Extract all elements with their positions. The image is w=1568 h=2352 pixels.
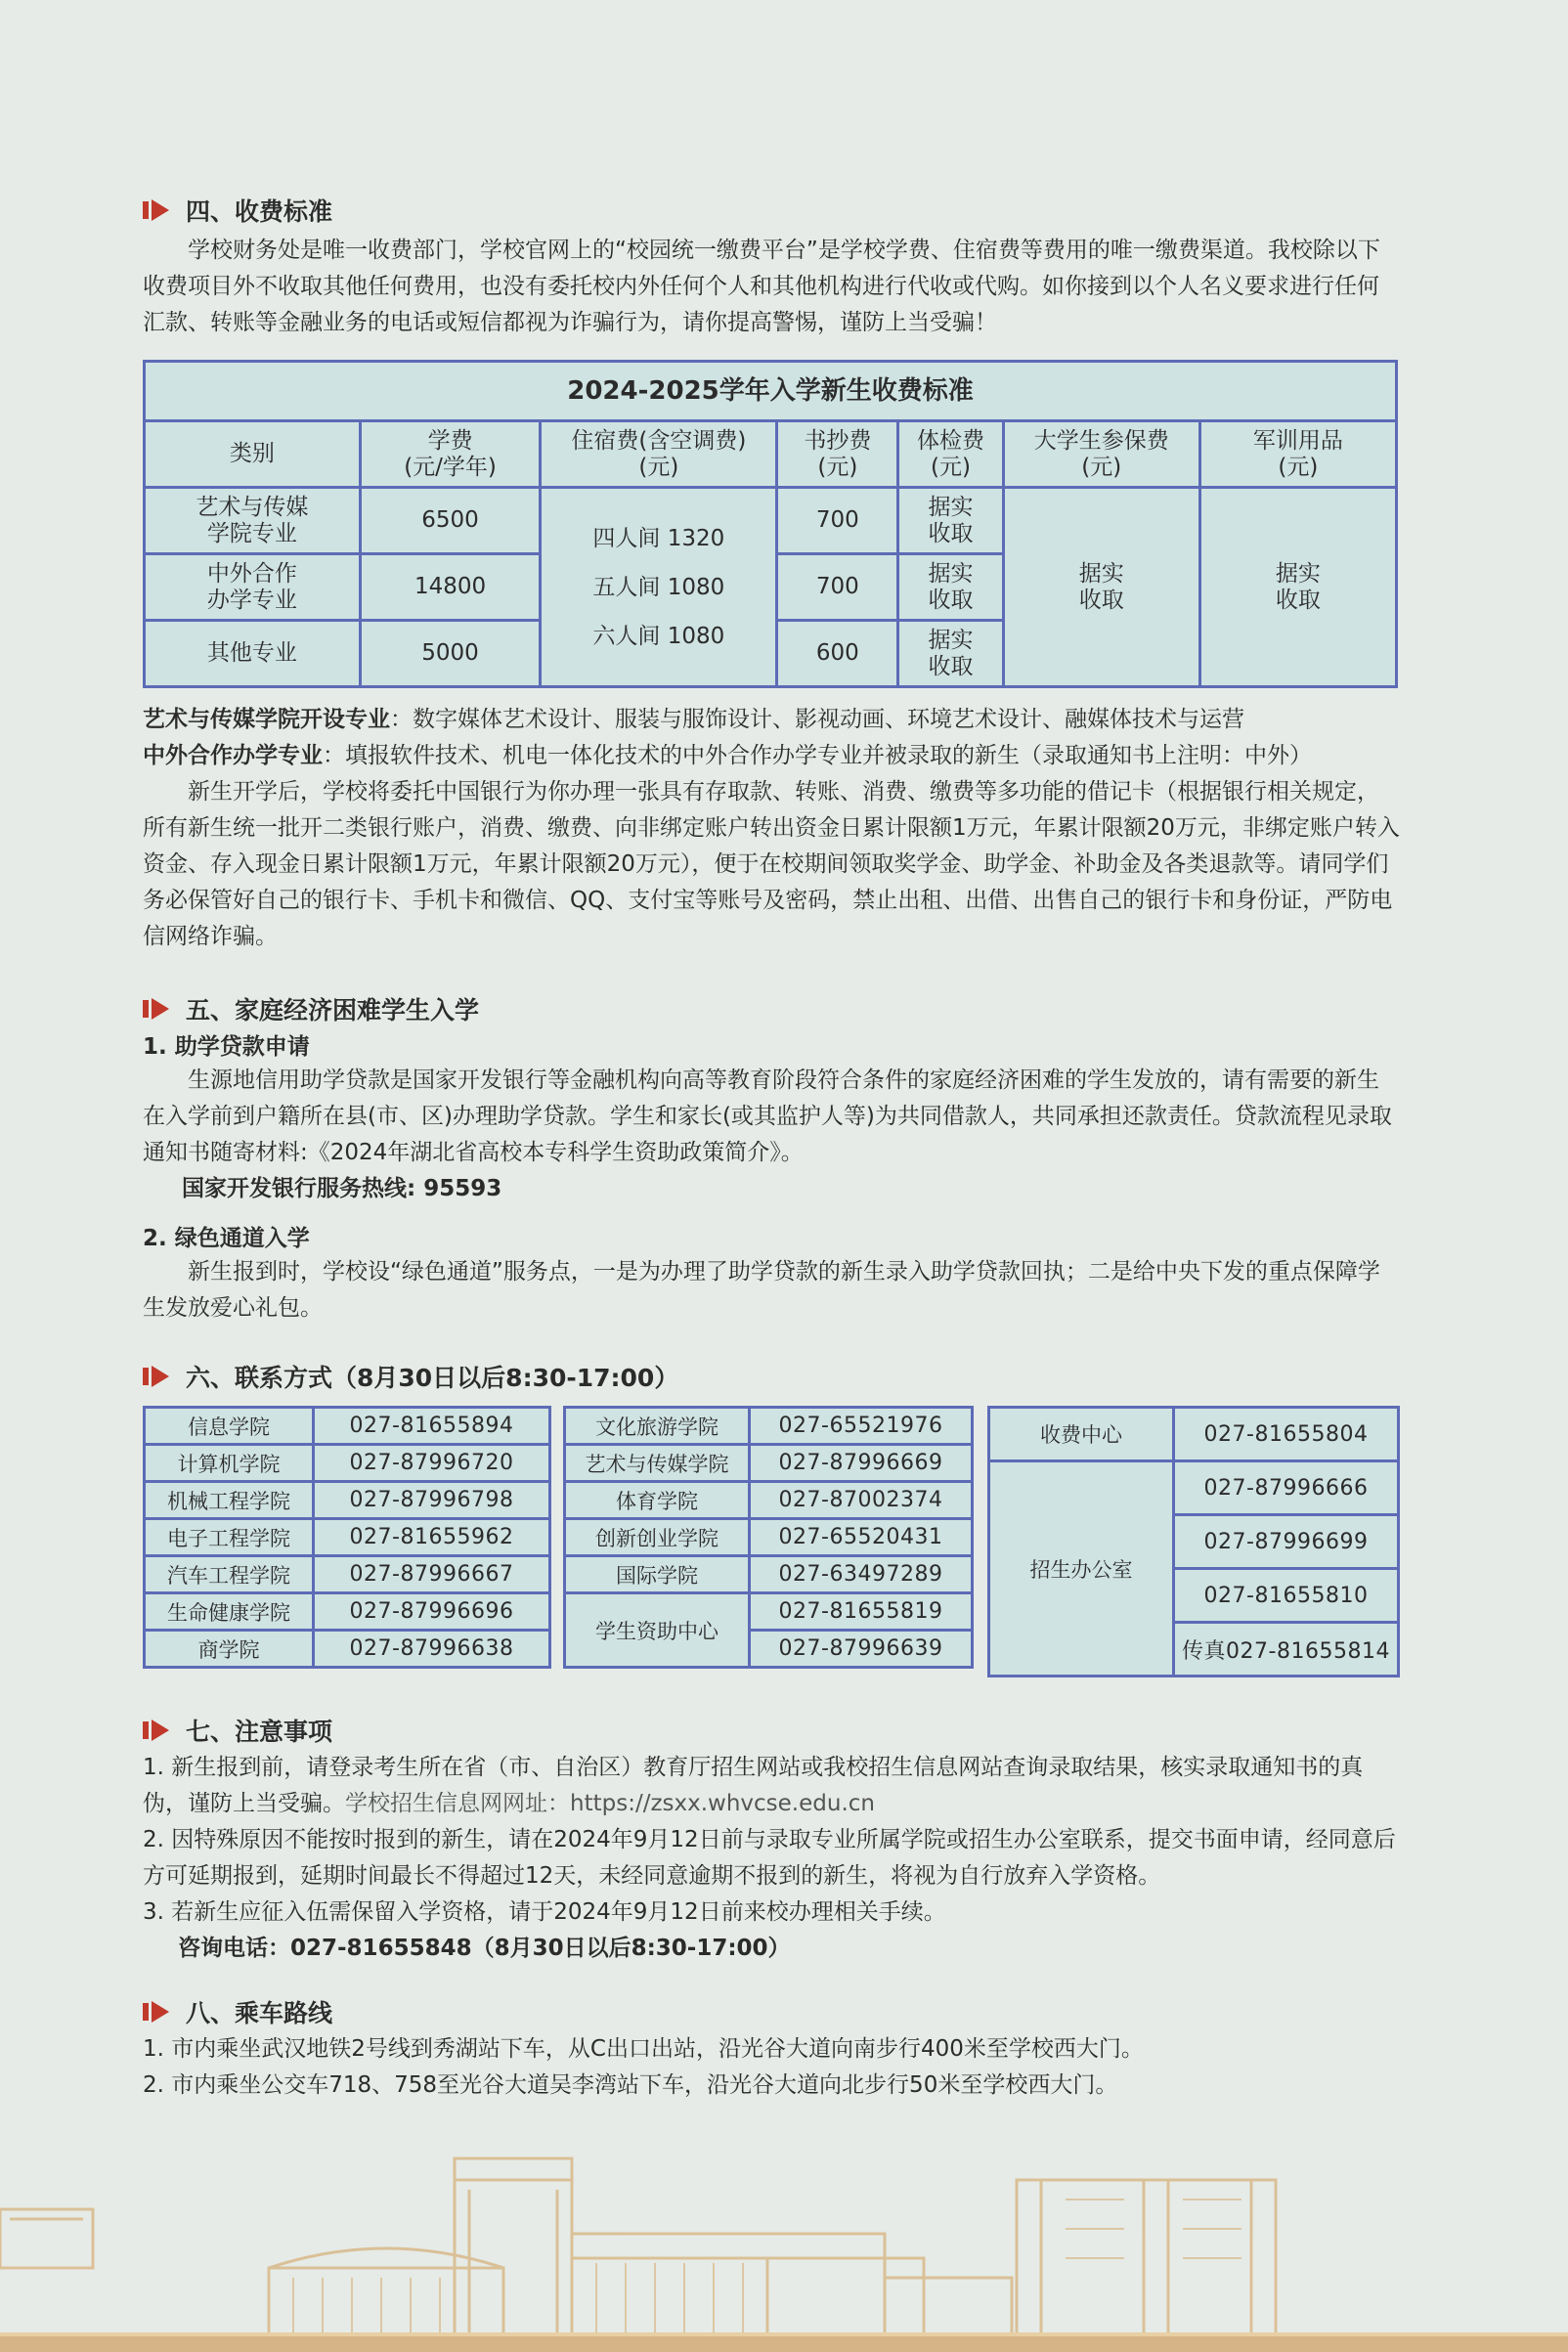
section-7-heading <box>143 1713 332 1748</box>
insurance-fee: 据实 收取 <box>1003 488 1199 687</box>
section-4-intro <box>143 233 1400 341</box>
notes-section <box>143 1750 1400 1967</box>
row-book: 600 <box>777 621 898 687</box>
loan-section <box>143 1063 1400 1207</box>
dept-phone: 027-87996669 <box>750 1445 973 1482</box>
note-1 <box>143 1750 1400 1822</box>
header-exam: 体检费 (元) <box>898 421 1003 488</box>
dept-phone: 027-87996798 <box>314 1482 550 1519</box>
admission-website-link[interactable]: 学校招生信息网网址：https://zsxx.whvcse.edu.cn <box>345 1791 875 1816</box>
section-4-title: 四、收费标准 <box>186 197 333 226</box>
contact-table-1 <box>143 1406 551 1669</box>
header-tuition: 学费 (元/学年) <box>360 421 541 488</box>
dept-phone: 027-65520431 <box>750 1519 973 1556</box>
section-5-title: 五、家庭经济困难学生入学 <box>186 996 480 1024</box>
table-row <box>989 1461 1399 1515</box>
table-row <box>145 1408 550 1445</box>
dept-name: 艺术与传媒学院 <box>565 1445 750 1482</box>
dept-phone: 027-65521976 <box>750 1408 973 1445</box>
dept-phone: 027-81655810 <box>1174 1569 1399 1623</box>
fee-standard-table <box>143 360 1398 688</box>
aid-center-name: 学生资助中心 <box>565 1593 750 1668</box>
table-row <box>989 1408 1399 1461</box>
loan-text: 生源地信用助学贷款是国家开发银行等金融机构向高等教育阶段符合条件的家庭经济困难的学生发放的，请有需要的新生在入学前到户籍所在县(市、区)办理助学贷款。学生和家长(或其监护人等)为共同借款人，共同承担还款责任。贷款流程见录取通知书随寄材料:《2024年湖北省高校本专科学生资助政策简介》。 <box>143 1067 1392 1165</box>
fee-table-caption: 2024-2025学年入学新生收费标准 <box>145 362 1397 421</box>
table-row <box>145 1482 550 1519</box>
section-6-heading <box>143 1359 678 1394</box>
arrow-marker-icon <box>143 997 172 1021</box>
note-3: 3. 若新生应征入伍需保留入学资格，请于2024年9月12日前来校办理相关手续。 <box>143 1899 946 1925</box>
fee-center-name: 收费中心 <box>989 1408 1174 1461</box>
table-row <box>145 1519 550 1556</box>
row-tuition: 6500 <box>360 488 541 554</box>
loan-hotline: 国家开发银行服务热线: 95593 <box>182 1176 502 1201</box>
dept-name: 信息学院 <box>145 1408 314 1445</box>
green-channel-subheading: 2. 绿色通道入学 <box>143 1226 310 1251</box>
coop-majors-label: 中外合作办学专业 <box>143 743 323 768</box>
header-book: 书抄费 (元) <box>777 421 898 488</box>
row-book: 700 <box>777 554 898 621</box>
arrow-marker-icon <box>143 2000 172 2024</box>
row-category: 中外合作 办学专业 <box>145 554 361 621</box>
dept-phone: 027-81655804 <box>1174 1408 1399 1461</box>
military-fee: 据实 收取 <box>1199 488 1396 687</box>
header-category: 类别 <box>145 421 361 488</box>
dept-phone: 027-87996639 <box>750 1631 973 1668</box>
dorm-six: 六人间 1080 <box>592 623 725 649</box>
dept-phone: 027-81655894 <box>314 1408 550 1445</box>
section-8-heading <box>143 1994 332 2029</box>
contact-table-3 <box>987 1406 1400 1677</box>
header-military: 军训用品 (元) <box>1199 421 1396 488</box>
arrow-marker-icon <box>143 1365 172 1388</box>
coop-majors-text: ：填报软件技术、机电一体化技术的中外合作办学专业并被录取的新生（录取通知书上注明：中外） <box>323 743 1312 768</box>
coop-majors <box>143 738 1400 774</box>
row-tuition: 14800 <box>360 554 541 621</box>
dept-phone: 027-87996699 <box>1174 1515 1399 1569</box>
dept-phone: 027-63497289 <box>750 1556 973 1593</box>
fee-intro-text: 学校财务处是唯一收费部门，学校官网上的“校园统一缴费平台”是学校学费、住宿费等费用的唯一缴费渠道。我校除以下收费项目外不收取其他任何费用，也没有委托校内外任何个人和其他机构进行代收或代购。如你接到以个人名义要求进行任何汇款、转账等金融业务的电话或短信都视为诈骗行为，请你提高警惕，谨防上当受骗！ <box>143 238 1380 335</box>
dorm-fees <box>541 488 777 687</box>
row-tuition: 5000 <box>360 621 541 687</box>
table-row <box>565 1445 973 1482</box>
route-1: 1. 市内乘坐武汉地铁2号线到秀湖站下车，从C出口出站，沿光谷大道向南步行400米至学校西大门。 <box>143 2036 1144 2062</box>
art-majors-label: 艺术与传媒学院开设专业 <box>143 707 390 732</box>
dorm-five: 五人间 1080 <box>592 574 725 600</box>
admission-office-name: 招生办公室 <box>989 1461 1174 1677</box>
route-2: 2. 市内乘坐公交车718、758至光谷大道吴李湾站下车，沿光谷大道向北步行50米至学校西大门。 <box>143 2072 1118 2098</box>
loan-subheading: 1. 助学贷款申请 <box>143 1034 310 1060</box>
contact-table-2 <box>563 1406 974 1669</box>
table-row <box>145 1593 550 1631</box>
table-row <box>565 1482 973 1519</box>
table-row <box>565 1519 973 1556</box>
dept-phone: 027-81655819 <box>750 1593 973 1631</box>
note-1-text: 1. 新生报到前，请登录考生所在省（市、自治区）教育厅招生网站或我校招生信息网站查询录取结果，核实录取通知书的真伪，谨防上当受骗。 <box>143 1755 1364 1816</box>
dept-phone: 027-87996666 <box>1174 1461 1399 1515</box>
dept-name: 体育学院 <box>565 1482 750 1519</box>
dept-name: 生命健康学院 <box>145 1593 314 1631</box>
art-majors-text: ：数字媒体艺术设计、服装与服饰设计、影视动画、环境艺术设计、融媒体技术与运营 <box>390 707 1244 732</box>
section-7-title: 七、注意事项 <box>186 1718 333 1746</box>
table-row <box>145 1445 550 1482</box>
dept-name: 电子工程学院 <box>145 1519 314 1556</box>
campus-building-illustration <box>0 2141 1568 2352</box>
arrow-marker-icon <box>143 1719 172 1742</box>
section-6-title: 六、联系方式（8月30日以后8:30-17:00） <box>186 1364 679 1392</box>
dept-name: 汽车工程学院 <box>145 1556 314 1593</box>
art-majors <box>143 702 1400 738</box>
row-exam: 据实 收取 <box>898 554 1003 621</box>
section-5-heading <box>143 991 479 1026</box>
row-category: 其他专业 <box>145 621 361 687</box>
fax-number: 传真027-81655814 <box>1174 1623 1399 1677</box>
table-row <box>565 1593 973 1631</box>
dept-name: 文化旅游学院 <box>565 1408 750 1445</box>
row-exam: 据实 收取 <box>898 488 1003 554</box>
section-4-heading <box>143 193 332 228</box>
arrow-marker-icon <box>143 198 172 222</box>
table-row <box>565 1556 973 1593</box>
bank-card-text: 新生开学后，学校将委托中国银行为你办理一张具有存取款、转账、消费、缴费等多功能的借记卡（根据银行相关规定，所有新生统一批开二类银行账户，消费、缴费、向非绑定账户转出资金日累计限额1万元，年累计限额20万元，非绑定账户转入资金、存入现金日累计限额1万元，年累计限额20万元），便于在校期间领取奖学金、助学金、补助金及各类退款等。请同学们务必保管好自己的银行卡、手机卡和微信、QQ、支付宝等账号及密码，禁止出租、出借、出售自己的银行卡和身份证，严防电信网络诈骗。 <box>143 779 1400 949</box>
header-dorm: 住宿费(含空调费) (元) <box>541 421 777 488</box>
major-notes <box>143 702 1400 955</box>
dept-phone: 027-81655962 <box>314 1519 550 1556</box>
row-category: 艺术与传媒 学院专业 <box>145 488 361 554</box>
dept-phone: 027-87002374 <box>750 1482 973 1519</box>
dept-phone: 027-87996720 <box>314 1445 550 1482</box>
note-2: 2. 因特殊原因不能按时报到的新生，请在2024年9月12日前与录取专业所属学院或招生办公室联系，提交书面申请，经同意后方可延期报到，延期时间最长不得超过12天，未经同意逾期不报到的新生，将视为自行放弃入学资格。 <box>143 1827 1396 1889</box>
dept-phone: 027-87996696 <box>314 1593 550 1631</box>
green-channel-text: 新生报到时，学校设“绿色通道”服务点，一是为办理了助学贷款的新生录入助学贷款回执；二是给中央下发的重点保障学生发放爱心礼包。 <box>143 1259 1380 1321</box>
dept-name: 商学院 <box>145 1631 314 1668</box>
dept-phone: 027-87996638 <box>314 1631 550 1668</box>
row-exam: 据实 收取 <box>898 621 1003 687</box>
row-book: 700 <box>777 488 898 554</box>
dept-name: 机械工程学院 <box>145 1482 314 1519</box>
dept-name: 计算机学院 <box>145 1445 314 1482</box>
table-row <box>145 1556 550 1593</box>
consult-phone: 咨询电话：027-81655848（8月30日以后8:30-17:00） <box>178 1936 791 1961</box>
dept-name: 国际学院 <box>565 1556 750 1593</box>
table-row <box>145 1631 550 1668</box>
section-8-title: 八、乘车路线 <box>186 1999 333 2027</box>
table-row <box>565 1408 973 1445</box>
dorm-four: 四人间 1320 <box>592 525 725 551</box>
dept-phone: 027-87996667 <box>314 1556 550 1593</box>
route-section <box>143 2031 1400 2104</box>
green-channel-section <box>143 1254 1400 1327</box>
table-row <box>145 488 1397 554</box>
header-insurance: 大学生参保费 (元) <box>1003 421 1199 488</box>
dept-name: 创新创业学院 <box>565 1519 750 1556</box>
